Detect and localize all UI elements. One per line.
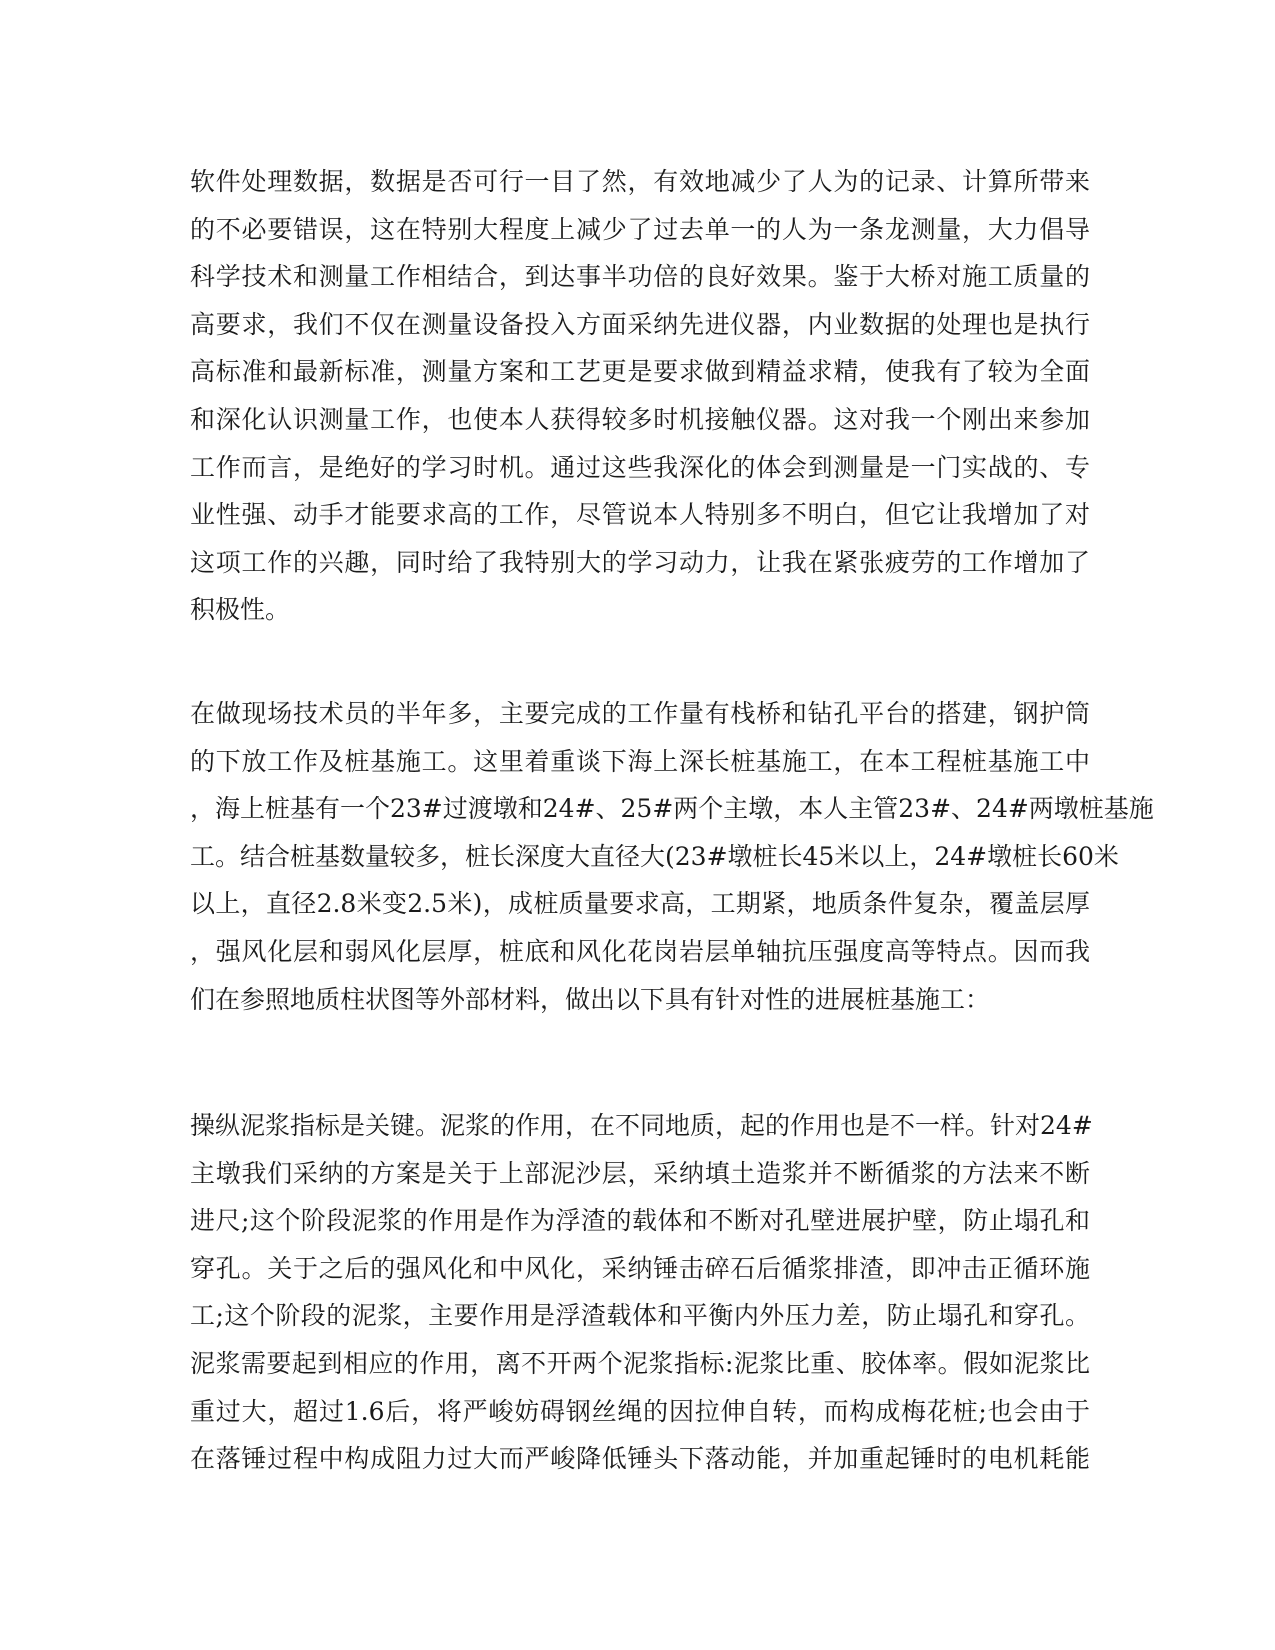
text-line: 积极性。 xyxy=(190,595,291,625)
paragraph-mud-control xyxy=(190,1102,1093,1483)
text-line: 和深化认识测量工作，也使本人获得较多时机接触仪器。这对我一个刚出来参加 xyxy=(190,404,1090,434)
paragraph-survey-data xyxy=(190,158,1090,634)
text-line: 重过大，超过1.6后，将严峻妨碍钢丝绳的因拉伸自转，而构成梅花桩;也会由于 xyxy=(190,1396,1090,1426)
text-line: 工。结合桩基数量较多，桩长深度大直径大(23#墩桩长45米以上，24#墩桩长60米 xyxy=(190,841,1119,871)
text-line: ，海上桩基有一个23#过渡墩和24#、25#两个主墩，本人主管23#、24#两墩桩基施 xyxy=(190,794,1154,824)
text-line: 的不必要错误，这在特别大程度上减少了过去单一的人为一条龙测量，大力倡导 xyxy=(190,214,1090,244)
text-line: 泥浆需要起到相应的作用，离不开两个泥浆指标:泥浆比重、胶体率。假如泥浆比 xyxy=(190,1348,1090,1378)
text-line: 这项工作的兴趣，同时给了我特别大的学习动力，让我在紧张疲劳的工作增加了 xyxy=(190,547,1090,577)
text-line: 的下放工作及桩基施工。这里着重谈下海上深长桩基施工，在本工程桩基施工中 xyxy=(190,746,1090,776)
paragraph-pile-construction xyxy=(190,690,1154,1023)
text-line: 进尺;这个阶段泥浆的作用是作为浮渣的载体和不断对孔壁进展护壁，防止塌孔和 xyxy=(190,1206,1090,1236)
text-line: 在做现场技术员的半年多，主要完成的工作量有栈桥和钻孔平台的搭建，钢护筒 xyxy=(190,699,1090,728)
text-line: 在落锤过程中构成阻力过大而严峻降低锤头下落动能，并加重起锤时的电机耗能 xyxy=(190,1444,1090,1474)
text-line: 科学技术和测量工作相结合，到达事半功倍的良好效果。鉴于大桥对施工质量的 xyxy=(190,262,1090,292)
text-line: 工作而言，是绝好的学习时机。通过这些我深化的体会到测量是一门实战的、专 xyxy=(190,452,1090,482)
text-line: 工;这个阶段的泥浆，主要作用是浮渣载体和平衡内外压力差，防止塌孔和穿孔。 xyxy=(190,1301,1090,1331)
text-line: 业性强、动手才能要求高的工作，尽管说本人特别多不明白，但它让我增加了对 xyxy=(190,500,1090,530)
text-line: 高要求，我们不仅在测量设备投入方面采纳先进仪器，内业数据的处理也是执行 xyxy=(190,309,1090,339)
text-line: 高标准和最新标准，测量方案和工艺更是要求做到精益求精，使我有了较为全面 xyxy=(190,357,1090,387)
text-line: 主墩我们采纳的方案是关于上部泥沙层，采纳填土造浆并不断循浆的方法来不断 xyxy=(190,1158,1090,1188)
text-line: 操纵泥浆指标是关键。泥浆的作用，在不同地质，起的作用也是不一样。针对24# xyxy=(190,1111,1093,1140)
text-line: 们在参照地质柱状图等外部材料，做出以下具有针对性的进展桩基施工： xyxy=(190,984,991,1014)
text-line: 穿孔。关于之后的强风化和中风化，采纳锤击碎石后循浆排渣，即冲击正循环施 xyxy=(190,1253,1090,1283)
text-line: ，强风化层和弱风化层厚，桩底和风化花岗岩层单轴抗压强度高等特点。因而我 xyxy=(190,936,1090,966)
text-line: 软件处理数据，数据是否可行一目了然，有效地减少了人为的记录、计算所带来 xyxy=(190,167,1090,196)
text-line: 以上，直径2.8米变2.5米)，成桩质量要求高，工期紧，地质条件复杂，覆盖层厚 xyxy=(190,889,1090,919)
